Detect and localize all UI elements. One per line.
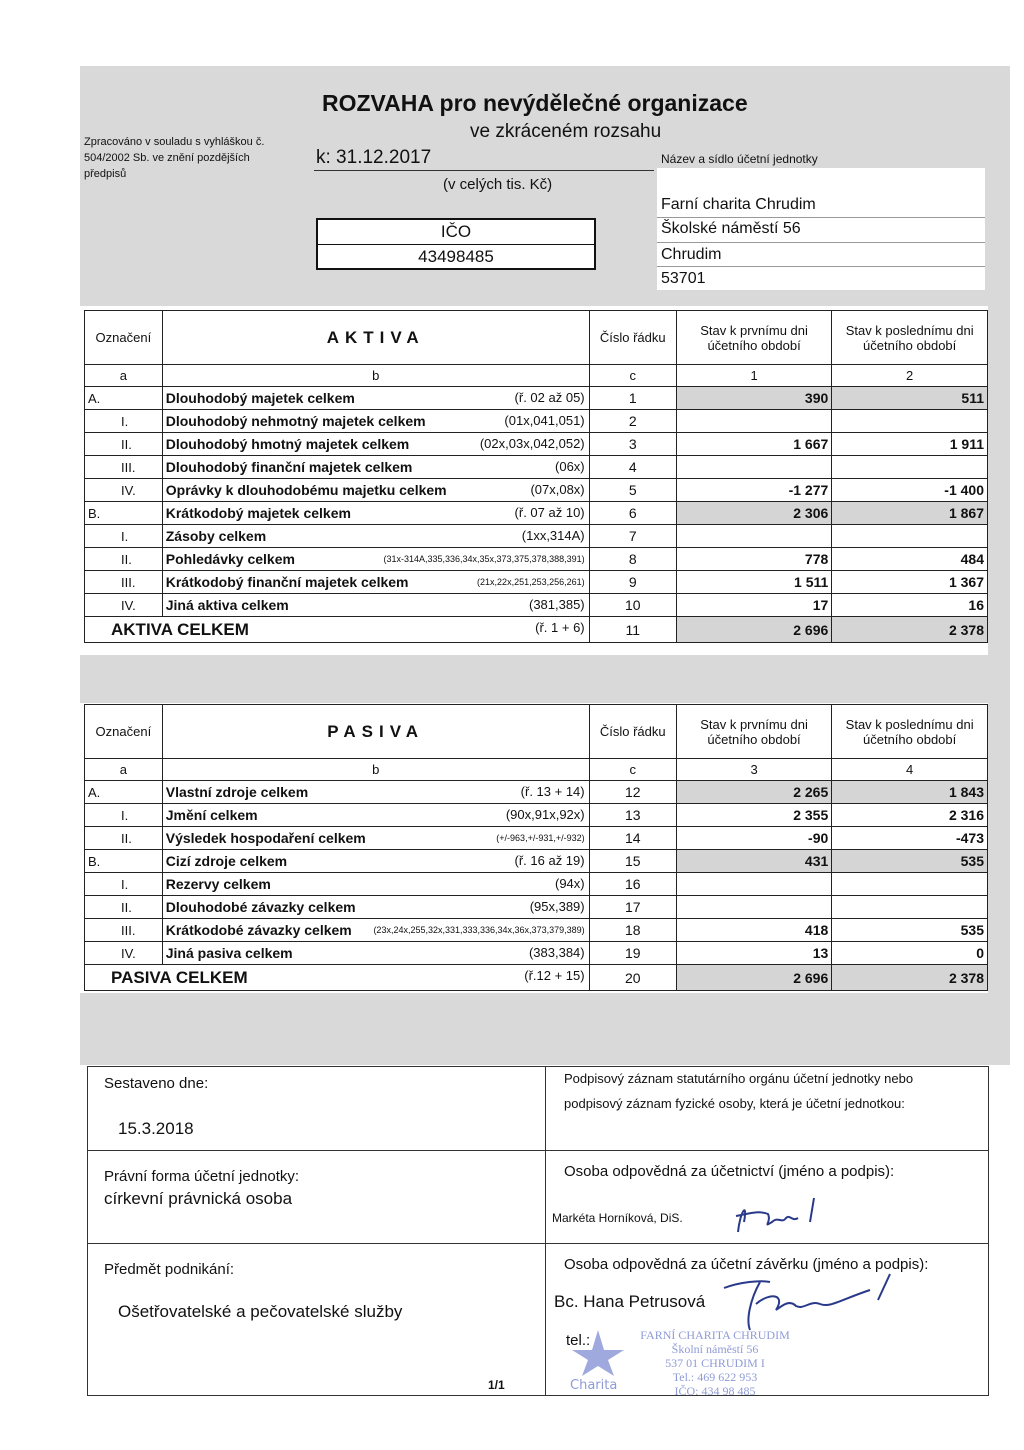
row-value-first (676, 525, 831, 548)
aktiva-total-rownum: 11 (589, 617, 676, 643)
row-value-last: 1 911 (832, 433, 988, 456)
row-ref: (+/-963,+/-931,+/-932) (496, 833, 585, 843)
row-number: 19 (589, 942, 676, 965)
row-code: I. (85, 525, 163, 548)
date-underline (314, 170, 654, 171)
aktiva-total-v1: 2 696 (676, 617, 831, 643)
footer-line-2 (87, 1243, 989, 1244)
sub-3: 3 (676, 759, 831, 781)
row-code: I. (85, 804, 163, 827)
row-number: 14 (589, 827, 676, 850)
row-number: 9 (589, 571, 676, 594)
col-title: AKTIVA (162, 311, 589, 365)
accounting-label: Osoba odpovědná za účetnictví (jméno a podpis): (564, 1163, 895, 1180)
side-strip-2 (988, 703, 1010, 993)
business-label: Předmět podnikání: (104, 1261, 235, 1278)
row-value-last: -473 (832, 827, 988, 850)
col-last: Stav k poslednímu dni účetního období (832, 311, 988, 365)
col-first: Stav k prvnímu dni účetního období (676, 705, 831, 759)
row-ref: (01x,041,051) (504, 413, 585, 428)
entity-street: Školské náměstí 56 (661, 220, 801, 237)
accounting-signature (728, 1192, 828, 1242)
row-value-first: 2 355 (676, 804, 831, 827)
row-number: 16 (589, 873, 676, 896)
footer-line-1 (87, 1150, 989, 1151)
row-code: A. (85, 781, 163, 804)
row-ref: (381,385) (528, 597, 585, 612)
table-row (85, 571, 988, 594)
row-label: Jmění celkem (165, 807, 258, 823)
document-title: ROZVAHA pro nevýdělečné organizace (322, 90, 748, 116)
sub-c: c (589, 759, 676, 781)
row-value-first: 2 265 (676, 781, 831, 804)
row-value-last: -1 400 (832, 479, 988, 502)
row-value-last: 511 (832, 387, 988, 410)
col-code: Označení (85, 705, 163, 759)
row-label: Pohledávky celkem (165, 551, 295, 567)
sub-a: a (85, 365, 163, 387)
row-number: 8 (589, 548, 676, 571)
pasiva-total-v2: 2 378 (832, 965, 988, 991)
closing-label: Osoba odpovědná za účetní závěrku (jméno a podpis): (564, 1256, 929, 1273)
table-row (85, 548, 988, 571)
row-value-last (832, 896, 988, 919)
stamp-line-3: 537 01 CHRUDIM I (665, 1356, 765, 1370)
row-ref: (ř. 13 + 14) (520, 784, 585, 799)
table-row (85, 410, 988, 433)
row-ref: (94x) (554, 876, 585, 891)
row-ref: (ř. 16 až 19) (514, 853, 585, 868)
aktiva-total-label: AKTIVA CELKEM (111, 619, 249, 639)
row-value-last: 484 (832, 548, 988, 571)
row-number: 7 (589, 525, 676, 548)
row-number: 10 (589, 594, 676, 617)
row-label: Dlouhodobý finanční majetek celkem (165, 459, 413, 475)
signature-label-1: Podpisový záznam statutárního orgánu účetní jednotky nebo (564, 1071, 914, 1086)
col-first: Stav k prvnímu dni účetního období (676, 311, 831, 365)
row-label: Dlouhodobý hmotný majetek celkem (165, 436, 410, 452)
legal-form-label: Právní forma účetní jednotky: (104, 1168, 300, 1185)
entity-name: Farní charita Chrudim (661, 196, 816, 213)
middle-band (80, 655, 1010, 703)
row-code: IV. (85, 942, 163, 965)
compiled-label: Sestaveno dne: (104, 1075, 209, 1092)
row-code: III. (85, 456, 163, 479)
row-label: Dlouhodobé závazky celkem (165, 899, 356, 915)
entity-city: Chrudim (661, 246, 722, 263)
row-ref: (21x,22x,251,253,256,261) (477, 577, 585, 587)
aktiva-header-row (85, 311, 988, 365)
row-label: Oprávky k dlouhodobému majetku celkem (165, 482, 447, 498)
legal-form-value: církevní právnická osoba (104, 1189, 293, 1208)
row-value-first: 778 (676, 548, 831, 571)
table-row (85, 804, 988, 827)
row-value-first (676, 873, 831, 896)
stamp-line-4: Tel.: 469 622 953 (672, 1370, 758, 1384)
closing-person: Bc. Hana Petrusová (554, 1292, 706, 1311)
row-code: II. (85, 548, 163, 571)
stamp-logo-text: Charita (570, 1378, 618, 1393)
row-number: 3 (589, 433, 676, 456)
row-value-first: -1 277 (676, 479, 831, 502)
row-label: Krátkodobý finanční majetek celkem (165, 574, 409, 590)
row-value-last: 0 (832, 942, 988, 965)
row-label: Dlouhodobý majetek celkem (165, 390, 355, 406)
table-row (85, 502, 988, 525)
row-label: Dlouhodobý nehmotný majetek celkem (165, 413, 426, 429)
row-value-last: 1 367 (832, 571, 988, 594)
row-value-first (676, 896, 831, 919)
ico-label: IČO (440, 222, 472, 241)
row-code: A. (85, 387, 163, 410)
footer-divider (545, 1066, 546, 1396)
row-value-first (676, 456, 831, 479)
pasiva-sub-row (85, 759, 988, 781)
row-label: Jiná aktiva celkem (165, 597, 289, 613)
charity-stamp (568, 1326, 818, 1406)
ico-value: 43498485 (418, 247, 494, 266)
entity-zip: 53701 (661, 270, 706, 287)
row-label: Zásoby celkem (165, 528, 267, 544)
row-number: 5 (589, 479, 676, 502)
row-value-last: 535 (832, 919, 988, 942)
table-row (85, 827, 988, 850)
row-value-last (832, 410, 988, 433)
row-value-last: 16 (832, 594, 988, 617)
row-code: II. (85, 896, 163, 919)
aktiva-sub-row (85, 365, 988, 387)
row-code: B. (85, 850, 163, 873)
table-row (85, 525, 988, 548)
row-label: Jiná pasiva celkem (165, 945, 293, 961)
row-number: 18 (589, 919, 676, 942)
page-number: 1/1 (488, 1378, 505, 1392)
row-ref: (31x-314A,335,336,34x,35x,373,375,378,388,391) (383, 554, 585, 564)
row-ref: (95x,389) (529, 899, 585, 914)
aktiva-total-v2: 2 378 (832, 617, 988, 643)
row-value-first: 17 (676, 594, 831, 617)
row-value-first: -90 (676, 827, 831, 850)
aktiva-total-ref: (ř. 1 + 6) (535, 620, 585, 635)
row-number: 12 (589, 781, 676, 804)
charity-logo-icon (568, 1326, 628, 1376)
sub-c: c (589, 365, 676, 387)
table-row (85, 456, 988, 479)
row-ref: (02x,03x,042,052) (479, 436, 585, 451)
row-code: III. (85, 919, 163, 942)
row-label: Krátkodobé závazky celkem (165, 922, 352, 938)
aktiva-table (84, 310, 988, 643)
row-code: IV. (85, 479, 163, 502)
row-ref: (383,384) (528, 945, 585, 960)
table-row (85, 942, 988, 965)
sub-b: b (162, 759, 589, 781)
col-row: Číslo řádku (589, 311, 676, 365)
table-row (85, 919, 988, 942)
stamp-line-1: FARNÍ CHARITA CHRUDIM (640, 1328, 790, 1342)
tel-label: tel.: (566, 1332, 591, 1349)
row-value-last: 2 316 (832, 804, 988, 827)
row-value-first: 1 667 (676, 433, 831, 456)
row-value-first: 2 306 (676, 502, 831, 525)
row-code: III. (85, 571, 163, 594)
row-code: I. (85, 873, 163, 896)
entity-label: Název a sídlo účetní jednotky (661, 152, 818, 166)
row-number: 15 (589, 850, 676, 873)
sub-4: 4 (832, 759, 988, 781)
side-strip (988, 306, 1010, 701)
row-ref: (07x,08x) (530, 482, 585, 497)
row-value-last: 1 867 (832, 502, 988, 525)
balance-date: k: 31.12.2017 (316, 147, 432, 168)
row-label: Krátkodobý majetek celkem (165, 505, 351, 521)
pasiva-total-label: PASIVA CELKEM (111, 967, 248, 987)
row-value-first (676, 410, 831, 433)
pasiva-total-row (85, 965, 988, 991)
row-label: Vlastní zdroje celkem (165, 784, 309, 800)
business-value: Ošetřovatelské a pečovatelské služby (118, 1302, 403, 1321)
pasiva-total-rownum: 20 (589, 965, 676, 991)
row-value-first: 418 (676, 919, 831, 942)
row-label: Rezervy celkem (165, 876, 271, 892)
document-subtitle: ve zkráceném rozsahu (470, 121, 662, 142)
row-number: 13 (589, 804, 676, 827)
row-ref: (ř. 07 až 10) (514, 505, 585, 520)
signature-label-2: podpisový záznam fyzické osoby, která je účetní jednotkou: (564, 1096, 905, 1111)
row-number: 6 (589, 502, 676, 525)
col-last: Stav k poslednímu dni účetního období (832, 705, 988, 759)
row-number: 17 (589, 896, 676, 919)
lower-band (80, 993, 1010, 1065)
row-value-last (832, 525, 988, 548)
pasiva-total-ref: (ř.12 + 15) (524, 968, 585, 983)
table-row (85, 850, 988, 873)
row-value-last: 535 (832, 850, 988, 873)
row-value-last (832, 456, 988, 479)
row-number: 1 (589, 387, 676, 410)
stamp-line-2: Školní náměstí 56 (671, 1342, 759, 1356)
row-label: Výsledek hospodaření celkem (165, 830, 366, 846)
footer-frame (87, 1066, 989, 1396)
row-value-last: 1 843 (832, 781, 988, 804)
accounting-person: Markéta Horníková, DiS. (552, 1211, 683, 1225)
col-code: Označení (85, 311, 163, 365)
compiled-date: 15.3.2018 (118, 1119, 194, 1138)
col-title: PASIVA (162, 705, 589, 759)
units-note: (v celých tis. Kč) (443, 176, 553, 193)
row-value-first: 390 (676, 387, 831, 410)
row-value-last (832, 873, 988, 896)
row-value-first: 1 511 (676, 571, 831, 594)
row-ref: (1xx,314A) (521, 528, 585, 543)
table-row (85, 896, 988, 919)
row-code: B. (85, 502, 163, 525)
col-row: Číslo řádku (589, 705, 676, 759)
row-ref: (23x,24x,255,32x,331,333,336,34x,36x,373,379,389) (373, 925, 585, 935)
sub-2: 2 (832, 365, 988, 387)
table-row (85, 594, 988, 617)
stamp-line-5: IČO: 434 98 485 (674, 1384, 756, 1398)
row-value-first: 431 (676, 850, 831, 873)
row-value-first: 13 (676, 942, 831, 965)
table-row (85, 387, 988, 410)
pasiva-table (84, 704, 988, 991)
row-code: II. (85, 827, 163, 850)
table-row (85, 781, 988, 804)
aktiva-total-row (85, 617, 988, 643)
row-code: II. (85, 433, 163, 456)
row-label: Cizí zdroje celkem (165, 853, 288, 869)
row-ref: (ř. 02 až 05) (514, 390, 585, 405)
row-number: 4 (589, 456, 676, 479)
ico-box (316, 218, 596, 270)
row-number: 2 (589, 410, 676, 433)
sub-a: a (85, 759, 163, 781)
entity-box (657, 168, 985, 290)
sub-b: b (162, 365, 589, 387)
row-code: I. (85, 410, 163, 433)
pasiva-header-row (85, 705, 988, 759)
row-code: IV. (85, 594, 163, 617)
row-ref: (90x,91x,92x) (505, 807, 585, 822)
sub-1: 1 (676, 365, 831, 387)
compliance-note: Zpracováno v souladu s vyhláškou č. 504/2002 Sb. ve znění pozdějších předpisů (84, 136, 265, 180)
row-ref: (06x) (555, 459, 585, 474)
table-row (85, 479, 988, 502)
table-row (85, 433, 988, 456)
pasiva-total-v1: 2 696 (676, 965, 831, 991)
table-row (85, 873, 988, 896)
